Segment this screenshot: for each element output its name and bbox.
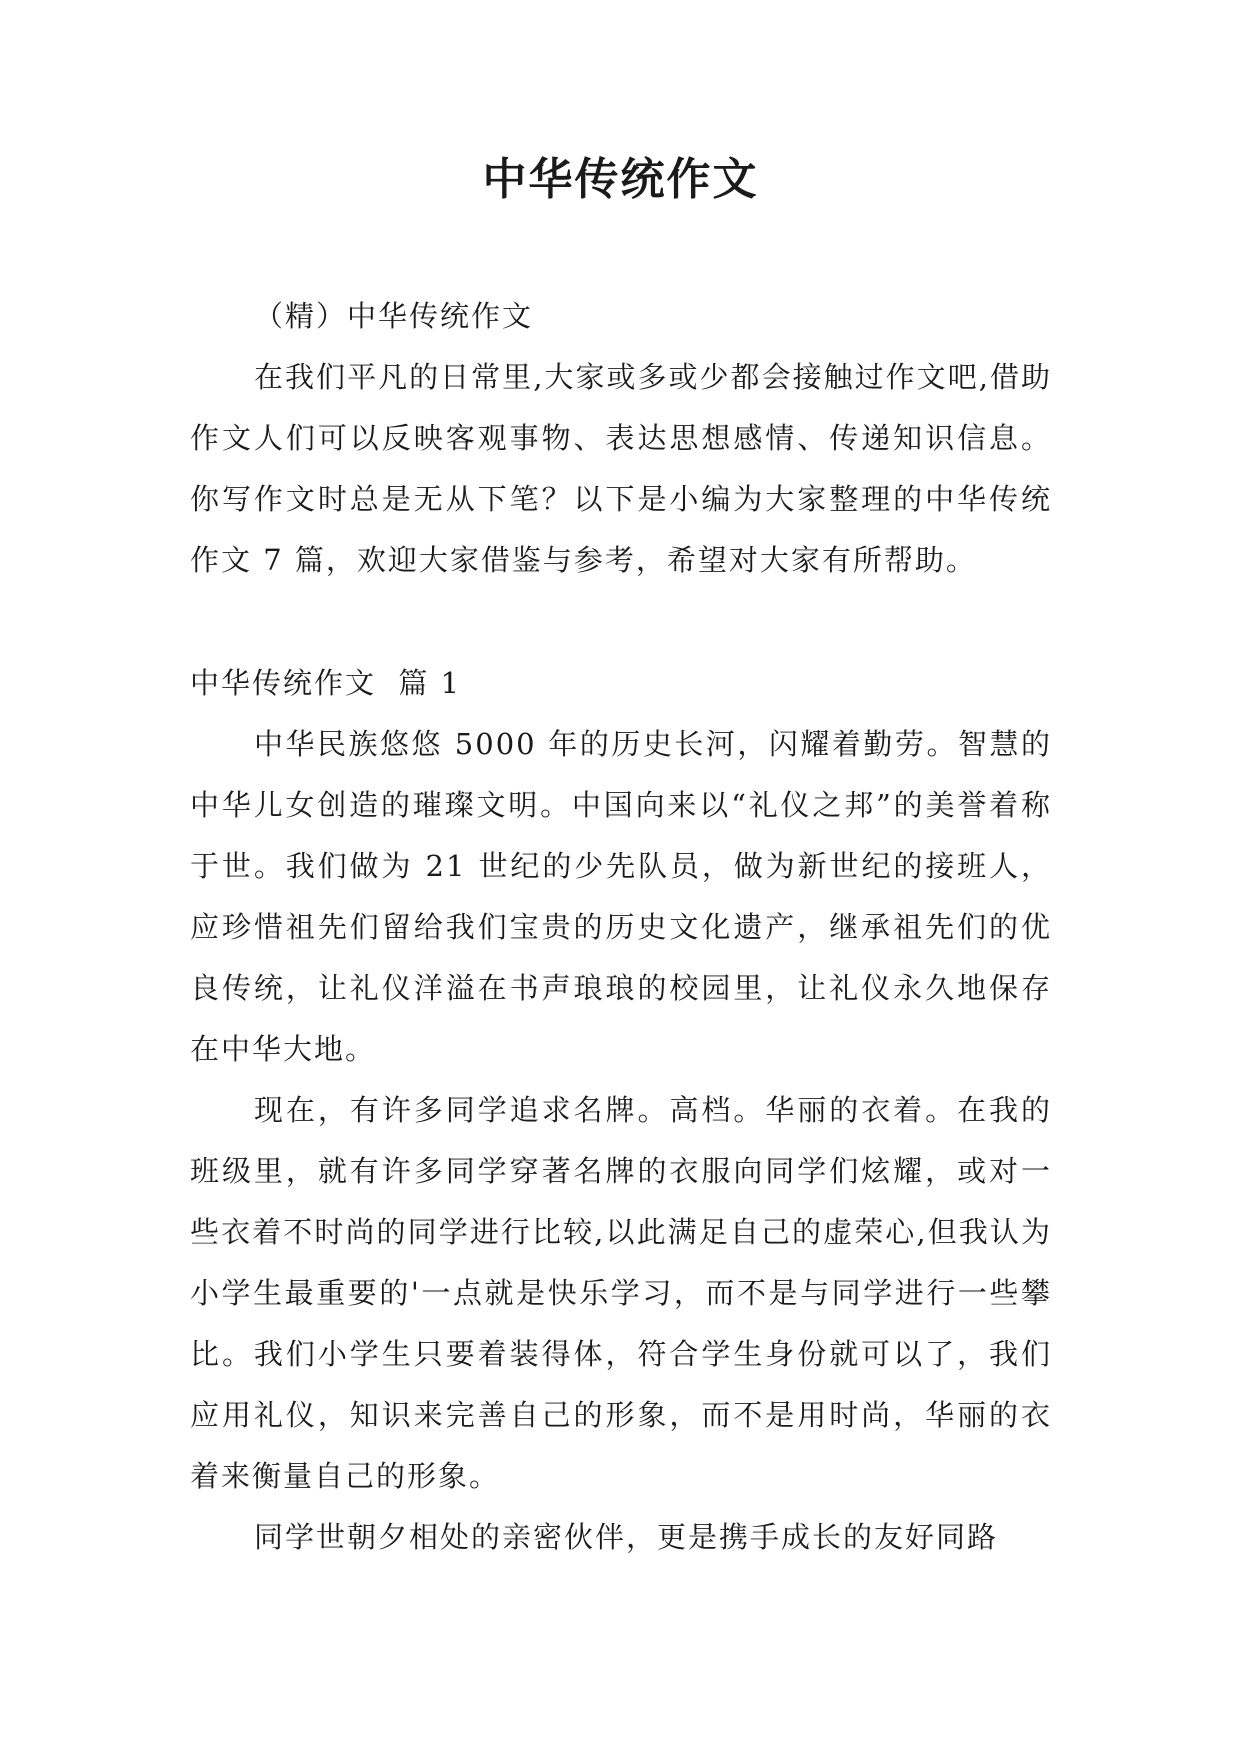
body-paragraph: 中华民族悠悠 5000 年的历史长河，闪耀着勤劳。智慧的中华儿女创造的璀璨文明。中国向来以“礼仪之邦”的美誉着称于世。我们做为 21 世纪的少先队员，做为新世纪的接班人，应珍惜祖先们留给我们宝贵的历史文化遗产，继承祖先们的优良传统，让礼仪洋溢在书声琅琅的校园里，让礼仪永久地保存在中华大地。 <box>190 727 1052 1066</box>
body-paragraph: 同学世朝夕相处的亲密伙伴，更是携手成长的友好同路 <box>254 1520 999 1554</box>
section-spacer <box>190 591 1052 653</box>
document-subtitle: （精）中华传统作文 <box>254 299 534 333</box>
document-body <box>190 286 1052 1568</box>
section-heading: 中华传统作文 篇 1 <box>190 666 462 700</box>
body-paragraph: 现在，有许多同学追求名牌。高档。华丽的衣着。在我的班级里，就有许多同学穿著名牌的衣服向同学们炫耀，或对一些衣着不时尚的同学进行比较,以此满足自己的虚荣心,但我认为小学生最重要的'一点就是快乐学习，而不是与同学进行一些攀比。我们小学生只要着装得体，符合学生身份就可以了，我们应用礼仪，知识来完善自己的形象，而不是用时尚，华丽的衣着来衡量自己的形象。 <box>190 1093 1052 1493</box>
document-title: 中华传统作文 <box>482 154 759 205</box>
intro-paragraph: 在我们平凡的日常里,大家或多或少都会接触过作文吧,借助作文人们可以反映客观事物、表达思想感情、传递知识信息。你写作文时总是无从下笔？以下是小编为大家整理的中华传统作文 7 篇，欢迎大家借鉴与参考，希望对大家有所帮助。 <box>190 360 1052 577</box>
